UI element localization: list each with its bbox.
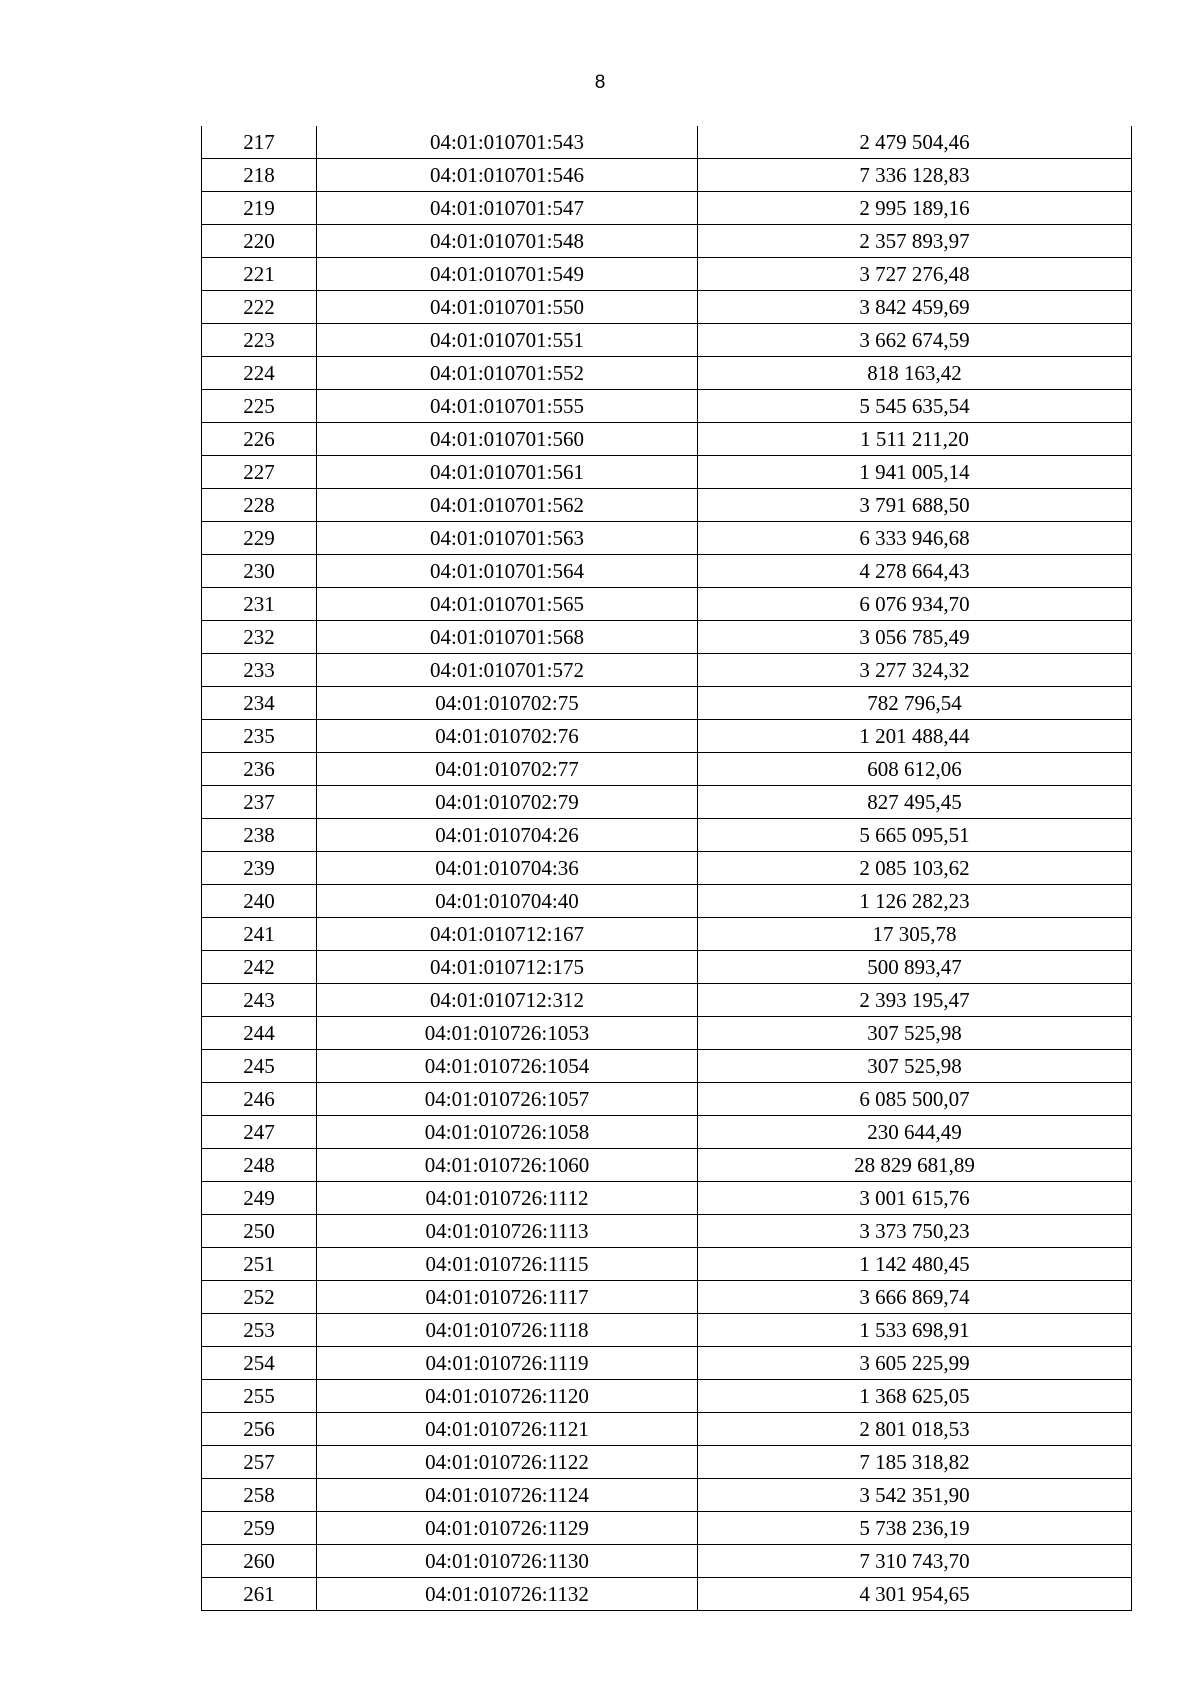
row-number-cell: 238 [202, 819, 317, 852]
cadastral-number-cell: 04:01:010726:1060 [317, 1149, 698, 1182]
table-row [202, 1446, 1132, 1479]
cadastral-value-cell: 2 357 893,97 [698, 225, 1132, 258]
cadastral-number-cell: 04:01:010726:1115 [317, 1248, 698, 1281]
cadastral-value-cell: 1 533 698,91 [698, 1314, 1132, 1347]
table-row [202, 1248, 1132, 1281]
row-number-cell: 260 [202, 1545, 317, 1578]
table-row [202, 1479, 1132, 1512]
cadastral-number-cell: 04:01:010712:312 [317, 984, 698, 1017]
cadastral-value-cell: 782 796,54 [698, 687, 1132, 720]
cadastral-value-cell: 6 085 500,07 [698, 1083, 1132, 1116]
cadastral-number-cell: 04:01:010726:1124 [317, 1479, 698, 1512]
row-number-cell: 231 [202, 588, 317, 621]
row-number-cell: 233 [202, 654, 317, 687]
table-row [202, 1215, 1132, 1248]
cadastral-number-cell: 04:01:010701:551 [317, 324, 698, 357]
row-number-cell: 241 [202, 918, 317, 951]
cadastral-number-cell: 04:01:010701:550 [317, 291, 698, 324]
cadastral-value-cell: 5 665 095,51 [698, 819, 1132, 852]
table-row [202, 621, 1132, 654]
row-number-cell: 236 [202, 753, 317, 786]
table-row [202, 1083, 1132, 1116]
cadastral-value-table [201, 126, 1132, 1611]
row-number-cell: 242 [202, 951, 317, 984]
table-row [202, 1380, 1132, 1413]
cadastral-number-cell: 04:01:010701:543 [317, 126, 698, 159]
cadastral-number-cell: 04:01:010726:1121 [317, 1413, 698, 1446]
row-number-cell: 237 [202, 786, 317, 819]
cadastral-number-cell: 04:01:010726:1118 [317, 1314, 698, 1347]
page-number: 8 [594, 72, 606, 93]
cadastral-number-cell: 04:01:010702:79 [317, 786, 698, 819]
cadastral-number-cell: 04:01:010701:547 [317, 192, 698, 225]
cadastral-number-cell: 04:01:010701:561 [317, 456, 698, 489]
table-row [202, 984, 1132, 1017]
cadastral-value-cell: 3 666 869,74 [698, 1281, 1132, 1314]
cadastral-number-cell: 04:01:010726:1129 [317, 1512, 698, 1545]
cadastral-value-cell: 1 511 211,20 [698, 423, 1132, 456]
row-number-cell: 249 [202, 1182, 317, 1215]
row-number-cell: 221 [202, 258, 317, 291]
row-number-cell: 235 [202, 720, 317, 753]
table-row [202, 324, 1132, 357]
cadastral-number-cell: 04:01:010712:175 [317, 951, 698, 984]
cadastral-number-cell: 04:01:010726:1120 [317, 1380, 698, 1413]
cadastral-value-cell: 7 185 318,82 [698, 1446, 1132, 1479]
cadastral-number-cell: 04:01:010726:1130 [317, 1545, 698, 1578]
cadastral-value-cell: 3 373 750,23 [698, 1215, 1132, 1248]
cadastral-value-cell: 1 142 480,45 [698, 1248, 1132, 1281]
table-row [202, 291, 1132, 324]
row-number-cell: 220 [202, 225, 317, 258]
cadastral-value-cell: 4 278 664,43 [698, 555, 1132, 588]
row-number-cell: 245 [202, 1050, 317, 1083]
table-row [202, 786, 1132, 819]
table-row [202, 753, 1132, 786]
table-row [202, 1578, 1132, 1611]
cadastral-number-cell: 04:01:010701:552 [317, 357, 698, 390]
cadastral-value-cell: 3 605 225,99 [698, 1347, 1132, 1380]
row-number-cell: 256 [202, 1413, 317, 1446]
cadastral-value-cell: 3 727 276,48 [698, 258, 1132, 291]
table-row [202, 1347, 1132, 1380]
table-row [202, 423, 1132, 456]
table-row [202, 1017, 1132, 1050]
cadastral-value-cell: 2 995 189,16 [698, 192, 1132, 225]
cadastral-value-cell: 1 941 005,14 [698, 456, 1132, 489]
table-row [202, 1116, 1132, 1149]
table-row [202, 522, 1132, 555]
cadastral-value-cell: 307 525,98 [698, 1050, 1132, 1083]
cadastral-value-cell: 28 829 681,89 [698, 1149, 1132, 1182]
table-row [202, 951, 1132, 984]
cadastral-number-cell: 04:01:010701:555 [317, 390, 698, 423]
cadastral-number-cell: 04:01:010712:167 [317, 918, 698, 951]
row-number-cell: 217 [202, 126, 317, 159]
table-row [202, 258, 1132, 291]
cadastral-number-cell: 04:01:010704:36 [317, 852, 698, 885]
row-number-cell: 255 [202, 1380, 317, 1413]
row-number-cell: 243 [202, 984, 317, 1017]
row-number-cell: 253 [202, 1314, 317, 1347]
cadastral-value-cell: 1 201 488,44 [698, 720, 1132, 753]
cadastral-value-cell: 307 525,98 [698, 1017, 1132, 1050]
cadastral-number-cell: 04:01:010704:26 [317, 819, 698, 852]
cadastral-value-cell: 608 612,06 [698, 753, 1132, 786]
cadastral-value-cell: 2 801 018,53 [698, 1413, 1132, 1446]
row-number-cell: 229 [202, 522, 317, 555]
row-number-cell: 248 [202, 1149, 317, 1182]
cadastral-number-cell: 04:01:010704:40 [317, 885, 698, 918]
row-number-cell: 259 [202, 1512, 317, 1545]
row-number-cell: 234 [202, 687, 317, 720]
cadastral-value-cell: 2 393 195,47 [698, 984, 1132, 1017]
cadastral-number-cell: 04:01:010726:1113 [317, 1215, 698, 1248]
cadastral-value-cell: 6 333 946,68 [698, 522, 1132, 555]
table-row [202, 1545, 1132, 1578]
cadastral-number-cell: 04:01:010726:1117 [317, 1281, 698, 1314]
table-row [202, 918, 1132, 951]
table-row [202, 357, 1132, 390]
table-row [202, 852, 1132, 885]
cadastral-value-cell: 5 738 236,19 [698, 1512, 1132, 1545]
cadastral-value-cell: 3 001 615,76 [698, 1182, 1132, 1215]
row-number-cell: 250 [202, 1215, 317, 1248]
cadastral-value-cell: 500 893,47 [698, 951, 1132, 984]
cadastral-value-cell: 6 076 934,70 [698, 588, 1132, 621]
row-number-cell: 261 [202, 1578, 317, 1611]
row-number-cell: 240 [202, 885, 317, 918]
table-row [202, 687, 1132, 720]
cadastral-value-cell: 3 662 674,59 [698, 324, 1132, 357]
cadastral-number-cell: 04:01:010726:1054 [317, 1050, 698, 1083]
table-row [202, 1182, 1132, 1215]
cadastral-number-cell: 04:01:010726:1132 [317, 1578, 698, 1611]
cadastral-value-cell: 3 791 688,50 [698, 489, 1132, 522]
row-number-cell: 246 [202, 1083, 317, 1116]
table-row [202, 588, 1132, 621]
row-number-cell: 222 [202, 291, 317, 324]
row-number-cell: 257 [202, 1446, 317, 1479]
cadastral-number-cell: 04:01:010702:77 [317, 753, 698, 786]
cadastral-number-cell: 04:01:010701:568 [317, 621, 698, 654]
table-row [202, 1512, 1132, 1545]
cadastral-number-cell: 04:01:010726:1112 [317, 1182, 698, 1215]
table-row [202, 555, 1132, 588]
row-number-cell: 223 [202, 324, 317, 357]
cadastral-number-cell: 04:01:010701:548 [317, 225, 698, 258]
row-number-cell: 247 [202, 1116, 317, 1149]
row-number-cell: 232 [202, 621, 317, 654]
row-number-cell: 227 [202, 456, 317, 489]
table-row [202, 456, 1132, 489]
table-row [202, 159, 1132, 192]
cadastral-value-cell: 2 085 103,62 [698, 852, 1132, 885]
row-number-cell: 239 [202, 852, 317, 885]
row-number-cell: 252 [202, 1281, 317, 1314]
table-row [202, 1281, 1132, 1314]
table-row [202, 819, 1132, 852]
cadastral-number-cell: 04:01:010726:1053 [317, 1017, 698, 1050]
cadastral-number-cell: 04:01:010701:562 [317, 489, 698, 522]
row-number-cell: 244 [202, 1017, 317, 1050]
table-row [202, 720, 1132, 753]
cadastral-value-cell: 17 305,78 [698, 918, 1132, 951]
table-row [202, 1050, 1132, 1083]
cadastral-value-cell: 3 277 324,32 [698, 654, 1132, 687]
cadastral-value-cell: 1 126 282,23 [698, 885, 1132, 918]
cadastral-number-cell: 04:01:010701:560 [317, 423, 698, 456]
table-row [202, 225, 1132, 258]
cadastral-value-cell: 2 479 504,46 [698, 126, 1132, 159]
cadastral-number-cell: 04:01:010702:75 [317, 687, 698, 720]
row-number-cell: 226 [202, 423, 317, 456]
cadastral-value-cell: 818 163,42 [698, 357, 1132, 390]
cadastral-value-cell: 7 336 128,83 [698, 159, 1132, 192]
row-number-cell: 225 [202, 390, 317, 423]
cadastral-number-cell: 04:01:010701:546 [317, 159, 698, 192]
cadastral-value-cell: 4 301 954,65 [698, 1578, 1132, 1611]
cadastral-number-cell: 04:01:010701:572 [317, 654, 698, 687]
cadastral-value-cell: 827 495,45 [698, 786, 1132, 819]
cadastral-number-cell: 04:01:010726:1119 [317, 1347, 698, 1380]
table-row [202, 126, 1132, 159]
table-row [202, 1149, 1132, 1182]
table-row [202, 885, 1132, 918]
table-row [202, 489, 1132, 522]
row-number-cell: 230 [202, 555, 317, 588]
row-number-cell: 228 [202, 489, 317, 522]
table-row [202, 192, 1132, 225]
cadastral-value-cell: 3 056 785,49 [698, 621, 1132, 654]
table-row [202, 1314, 1132, 1347]
table-row [202, 654, 1132, 687]
cadastral-number-cell: 04:01:010701:563 [317, 522, 698, 555]
cadastral-number-cell: 04:01:010702:76 [317, 720, 698, 753]
cadastral-number-cell: 04:01:010726:1057 [317, 1083, 698, 1116]
cadastral-value-cell: 230 644,49 [698, 1116, 1132, 1149]
table-row [202, 1413, 1132, 1446]
cadastral-number-cell: 04:01:010701:549 [317, 258, 698, 291]
row-number-cell: 218 [202, 159, 317, 192]
cadastral-value-cell: 7 310 743,70 [698, 1545, 1132, 1578]
cadastral-number-cell: 04:01:010726:1122 [317, 1446, 698, 1479]
row-number-cell: 219 [202, 192, 317, 225]
table-body [202, 126, 1132, 1611]
cadastral-value-cell: 3 542 351,90 [698, 1479, 1132, 1512]
cadastral-value-cell: 3 842 459,69 [698, 291, 1132, 324]
cadastral-number-cell: 04:01:010701:564 [317, 555, 698, 588]
row-number-cell: 251 [202, 1248, 317, 1281]
row-number-cell: 224 [202, 357, 317, 390]
row-number-cell: 258 [202, 1479, 317, 1512]
cadastral-number-cell: 04:01:010726:1058 [317, 1116, 698, 1149]
table-row [202, 390, 1132, 423]
row-number-cell: 254 [202, 1347, 317, 1380]
cadastral-value-cell: 1 368 625,05 [698, 1380, 1132, 1413]
cadastral-number-cell: 04:01:010701:565 [317, 588, 698, 621]
cadastral-value-cell: 5 545 635,54 [698, 390, 1132, 423]
